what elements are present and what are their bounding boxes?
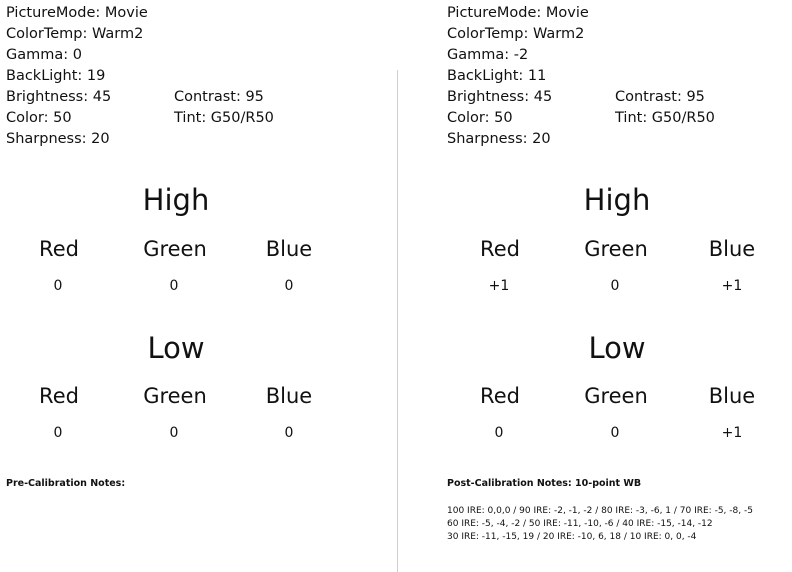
color: Color: 50 (447, 110, 513, 126)
high-red-value: 0 (53, 278, 63, 294)
sharpness: Sharpness: 20 (6, 131, 110, 147)
contrast: Contrast: 95 (615, 89, 705, 105)
high-heading: High (142, 183, 210, 217)
low-red-value: 0 (53, 425, 63, 441)
low-red-label: Red (39, 384, 79, 408)
notes-title: Post-Calibration Notes: 10-point WB (447, 478, 642, 489)
picture-mode: PictureMode: Movie (447, 5, 589, 21)
low-red-value: 0 (494, 425, 504, 441)
notes-body: 100 IRE: 0,0,0 / 90 IRE: -2, -1, -2 / 80 IRE: -3, -6, 1 / 70 IRE: -5, -8, -5 60 IRE: -5, -4, -2 / 50 IRE: -11, -10, -6 / 40 IRE: -15, -14, -12 30 IRE: -11, -15, 19 / 20 IRE: -10, 6, 18 / 10 IRE: 0, 0, -4 (447, 506, 753, 542)
post-calibration-panel (447, 0, 792, 572)
gamma: Gamma: 0 (6, 47, 82, 63)
settings-block (447, 3, 715, 150)
color: Color: 50 (6, 110, 72, 126)
backlight: BackLight: 19 (6, 68, 106, 84)
low-green-label: Green (143, 384, 207, 408)
brightness: Brightness: 45 (6, 89, 112, 105)
picture-mode: PictureMode: Movie (6, 5, 148, 21)
high-blue-value: +1 (721, 278, 743, 294)
low-heading: Low (147, 331, 205, 365)
low-blue-label: Blue (708, 384, 756, 408)
high-green-value: 0 (610, 278, 620, 294)
backlight: BackLight: 11 (447, 68, 547, 84)
color-temp: ColorTemp: Warm2 (6, 26, 144, 42)
low-green-value: 0 (610, 425, 620, 441)
high-green-label: Green (584, 237, 648, 261)
high-blue-value: 0 (284, 278, 294, 294)
sharpness: Sharpness: 20 (447, 131, 551, 147)
high-blue-label: Blue (708, 237, 756, 261)
page-divider (397, 70, 398, 572)
low-blue-label: Blue (265, 384, 313, 408)
brightness: Brightness: 45 (447, 89, 553, 105)
high-red-label: Red (39, 237, 79, 261)
high-blue-label: Blue (265, 237, 313, 261)
color-temp: ColorTemp: Warm2 (447, 26, 585, 42)
pre-calibration-panel (6, 0, 386, 572)
notes-title: Pre-Calibration Notes: (6, 478, 126, 489)
tint: Tint: G50/R50 (174, 110, 274, 126)
high-green-value: 0 (169, 278, 179, 294)
high-red-value: +1 (488, 278, 510, 294)
contrast: Contrast: 95 (174, 89, 264, 105)
tint: Tint: G50/R50 (615, 110, 715, 126)
low-green-value: 0 (169, 425, 179, 441)
high-red-label: Red (480, 237, 520, 261)
gamma: Gamma: -2 (447, 47, 529, 63)
high-heading: High (583, 183, 651, 217)
low-red-label: Red (480, 384, 520, 408)
low-blue-value: +1 (721, 425, 743, 441)
high-green-label: Green (143, 237, 207, 261)
low-green-label: Green (584, 384, 648, 408)
low-blue-value: 0 (284, 425, 294, 441)
settings-block (6, 3, 274, 150)
low-heading: Low (588, 331, 646, 365)
